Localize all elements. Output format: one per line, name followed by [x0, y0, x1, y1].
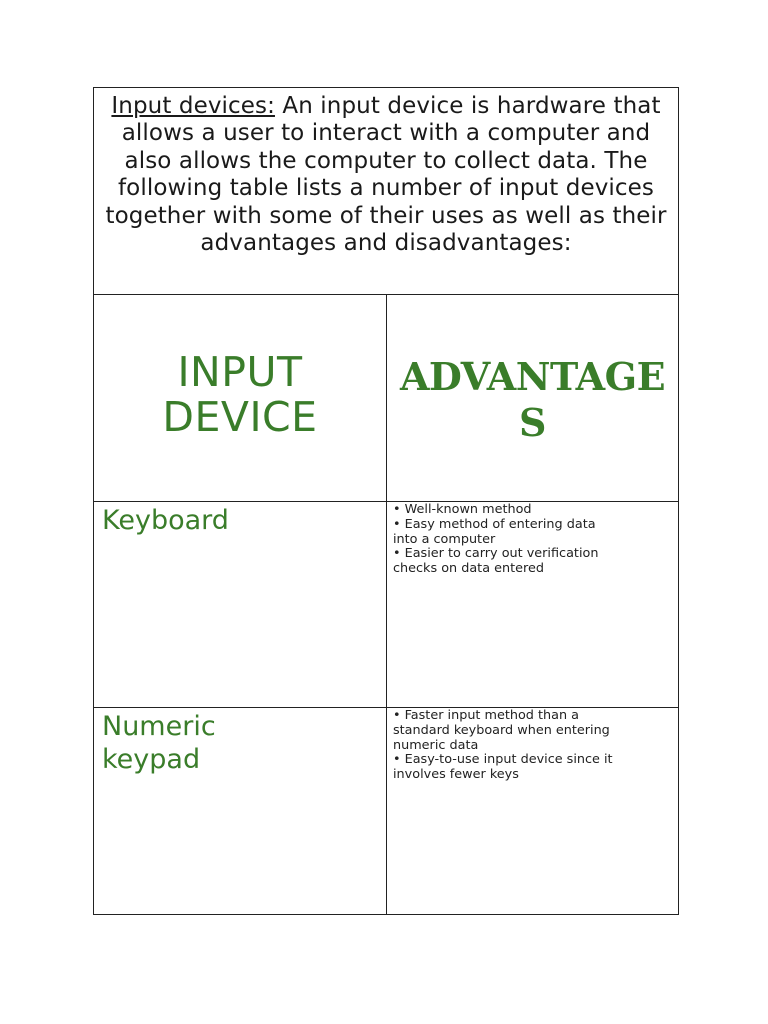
advantage-item: • Well-known method: [393, 502, 532, 517]
header-advantages-line1: ADVANTAGE: [399, 354, 666, 399]
advantage-item: • Faster input method than a standard keyboard when entering numeric data: [393, 708, 610, 753]
intro-text: An input device is hardware that allows a user to interact with a computer and also allows the computer to collect data. The following table lists a number of input devices together with some of their uses as well as their advantages and disadvantages:: [105, 93, 667, 257]
device-name-line2: keypad: [102, 744, 201, 775]
advantages-list-numeric-keypad: [393, 709, 613, 783]
table-row: [94, 502, 678, 708]
device-name-numeric-keypad: [102, 710, 372, 776]
header-input-device: [94, 350, 386, 440]
header-cell-advantages: [387, 295, 678, 501]
advantages-cell: [387, 502, 678, 707]
intro-paragraph: [94, 88, 678, 295]
device-cell: [94, 708, 386, 914]
device-name-line1: Keyboard: [102, 505, 229, 536]
handout-sheet: [93, 87, 679, 915]
header-advantages-line2: S: [519, 400, 546, 445]
intro-term: Input devices:: [111, 93, 275, 119]
device-name-keyboard: [102, 504, 372, 537]
advantage-item: • Easier to carry out verification checks on data entered: [393, 546, 599, 577]
devices-table: [94, 295, 678, 914]
header-input-device-line2: DEVICE: [162, 393, 318, 441]
device-cell: [94, 502, 386, 707]
advantages-list-keyboard: [393, 503, 613, 577]
header-advantages: [387, 354, 678, 446]
device-name-line1: Numeric: [102, 711, 216, 742]
advantages-cell: [387, 708, 678, 914]
advantage-item: • Easy-to-use input device since it involves fewer keys: [393, 752, 613, 783]
table-row: [94, 708, 678, 914]
header-input-device-line1: INPUT: [177, 348, 303, 396]
header-cell-device: [94, 295, 386, 501]
table-header-row: [94, 295, 678, 502]
advantage-item: • Easy method of entering data into a computer: [393, 516, 596, 547]
